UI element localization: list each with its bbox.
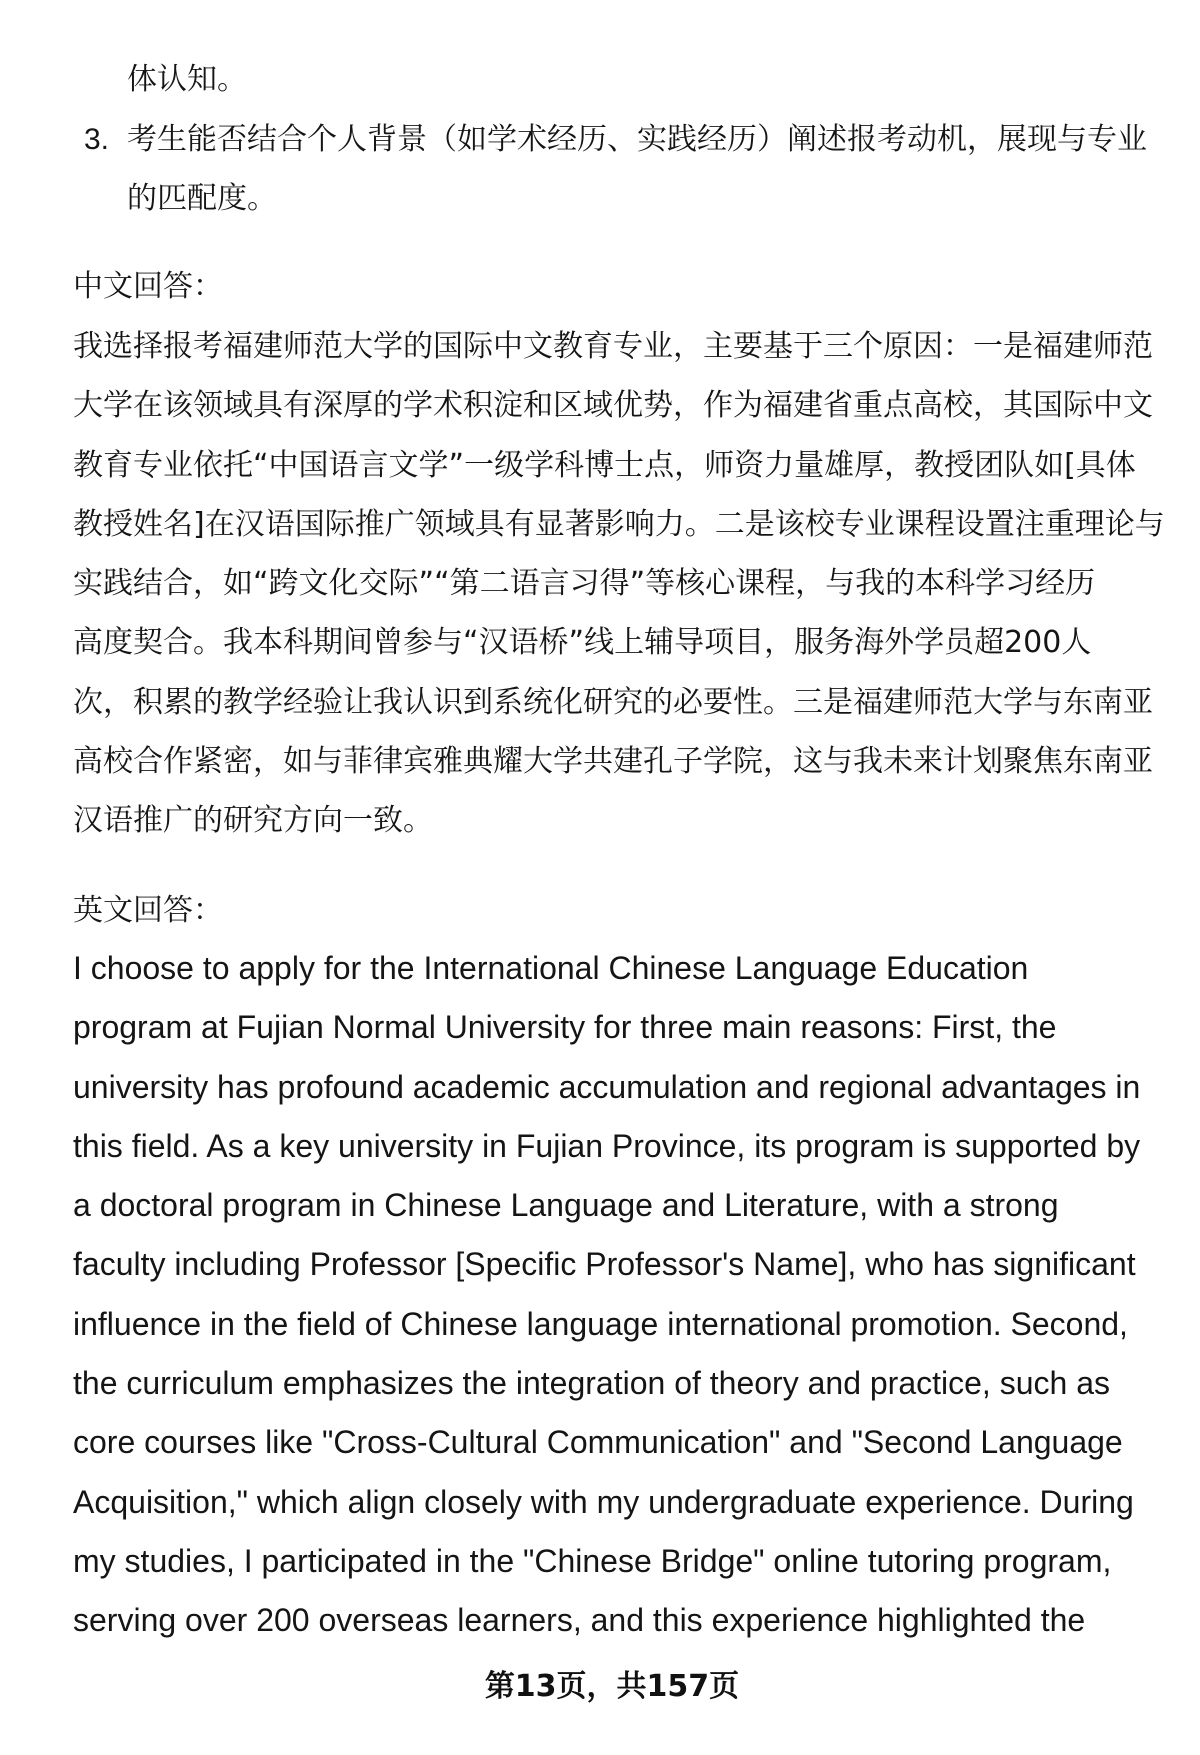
list-item-number: 3. (84, 123, 110, 156)
text-line: this field. As a key university in Fujian Province, its program is supported by (73, 1127, 1141, 1164)
text-line: 实践结合，如“跨文化交际”“第二语言习得”等核心课程，与我的本科学习经历 (73, 566, 1096, 602)
section-heading: 英文回答： (73, 893, 223, 928)
text-line: 大学在该领域具有深厚的学术积淀和区域优势，作为福建省重点高校，其国际中文 (73, 388, 1153, 424)
text-line: 高校合作紧密，如与菲律宾雅典耀大学共建孔子学院，这与我未来计划聚焦东南亚 (73, 744, 1153, 780)
text-line: a doctoral program in Chinese Language and Literature, with a strong (73, 1187, 1059, 1224)
english-answer-paragraph (73, 939, 1140, 1651)
text-line: 教授姓名]在汉语国际推广领域具有显著影响力。二是该校专业课程设置注重理论与 (73, 506, 1165, 542)
previous-list-item-tail (127, 50, 247, 109)
text-line: university has profound academic accumulation and regional advantages in (73, 1068, 1141, 1105)
text-line: 次，积累的教学经验让我认识到系统化研究的必要性。三是福建师范大学与东南亚 (73, 684, 1153, 720)
text-line: 我选择报考福建师范大学的国际中文教育专业，主要基于三个原因：一是福建师范 (73, 329, 1153, 364)
text-line: influence in the field of Chinese language international promotion. Second, (73, 1305, 1128, 1342)
text-line: 教育专业依托“中国语言文学”一级学科博士点，师资力量雄厚，教授团队如[具体 (73, 447, 1136, 483)
text-line: the curriculum emphasizes the integration of theory and practice, such as (73, 1365, 1110, 1402)
text-line: my studies, I participated in the "Chinese Bridge" online tutoring program, (73, 1542, 1112, 1579)
chinese-answer-paragraph (73, 317, 1165, 851)
text-line: 的匹配度。 (127, 181, 277, 217)
chinese-answer-heading (73, 257, 223, 316)
text-line: program at Fujian Normal University for three main reasons: First, the (73, 1009, 1057, 1046)
text-line: I choose to apply for the International Chinese Language Education (73, 950, 1029, 986)
list-item-3 (127, 110, 1147, 229)
text-line: core courses like "Cross-Cultural Communication" and "Second Language (73, 1424, 1123, 1461)
text-line: 考生能否结合个人背景（如学术经历、实践经历）阐述报考动机，展现与专业 (127, 122, 1147, 157)
section-heading: 中文回答： (73, 269, 223, 304)
text-line: 汉语推广的研究方向一致。 (73, 803, 433, 839)
text-line: 体认知。 (127, 62, 247, 97)
text-line: serving over 200 overseas learners, and this experience highlighted the (73, 1602, 1086, 1639)
english-answer-heading (73, 881, 223, 940)
text-line: 高度契合。我本科期间曾参与“汉语桥”线上辅导项目，服务海外学员超200人 (73, 625, 1092, 661)
page-number-footer: 第13页，共157页 (484, 1669, 740, 1704)
text-line: faculty including Professor [Specific Professor's Name], who has significant (73, 1246, 1136, 1283)
text-line: Acquisition," which align closely with my undergraduate experience. During (73, 1483, 1134, 1520)
